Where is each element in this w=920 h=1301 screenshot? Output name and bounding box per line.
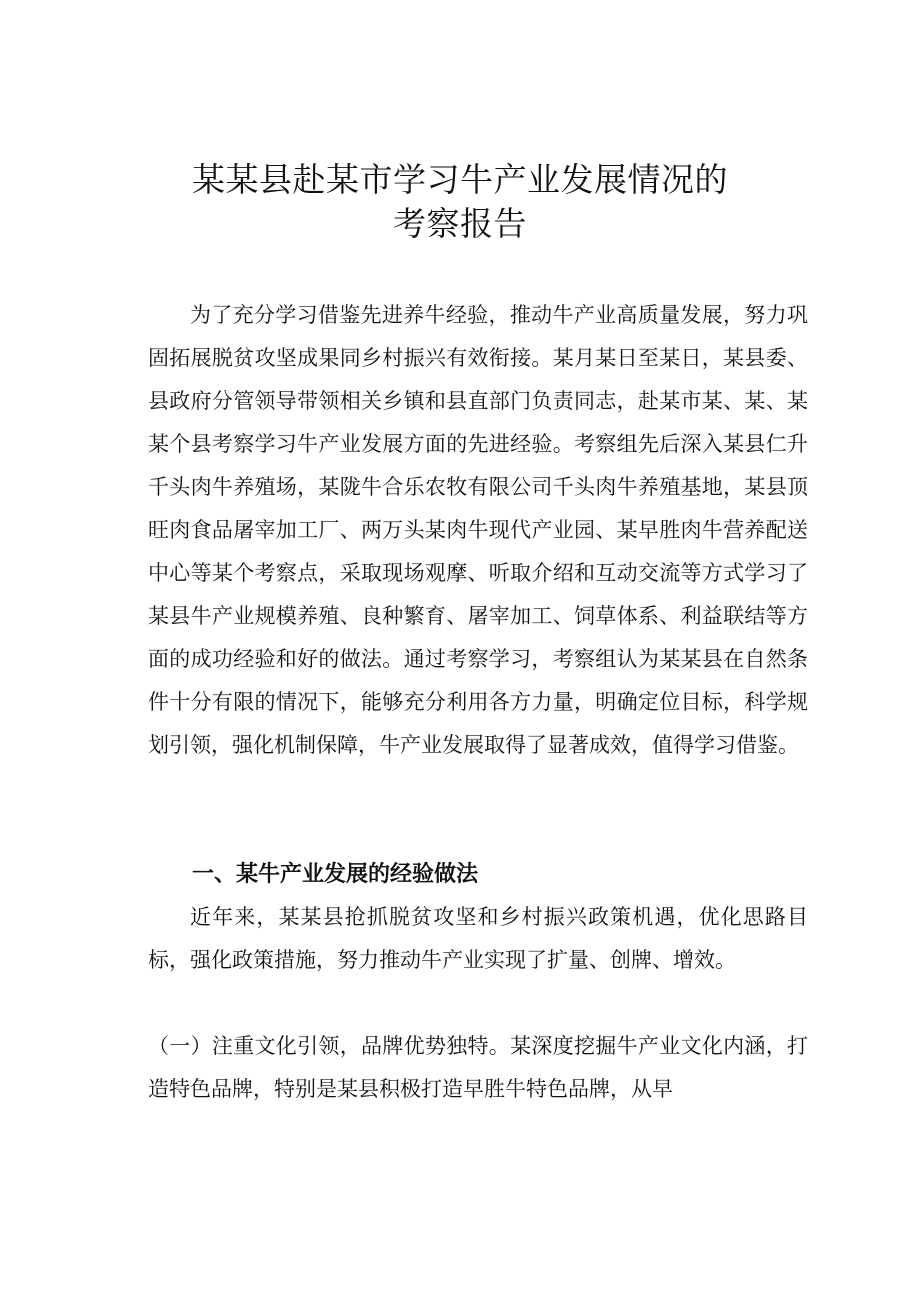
paragraph-intro: 为了充分学习借鉴先进养牛经验，推动牛产业高质量发展，努力巩固拓展脱贫攻坚成果同乡村振兴有效衔接。某月某日至某日，某县委、县政府分管领导带领相关乡镇和县直部门负责同志，赴某市某、某、某某个县考察学习牛产业发展方面的先进经验。考察组先后深入某县仁升千头肉牛养殖场，某陇牛合乐农牧有限公司千头肉牛养殖基地，某县顶旺肉食品屠宰加工厂、两万头某肉牛现代产业园、某早胜肉牛营养配送中心等某个考察点，采取现场观摩、听取介绍和互动交流等方式学习了某县牛产业规模养殖、良种繁育、屠宰加工、饲草体系、利益联结等方面的成功经验和好的做法。通过考察学习，考察组认为某某县在自然条件十分有限的情况下，能够充分利用各方力量，明确定位目标，科学规划引领，强化机制保障，牛产业发展取得了显著成效，值得学习借鉴。 (148, 303, 808, 757)
document-title-line-1: 某某县赴某市学习牛产业发展情况的 (192, 160, 728, 199)
paragraph-subsection-1: （一）注重文化引领，品牌优势独特。某深度挖掘牛产业文化内涵，打造特色品牌，特别是某县积极打造早胜牛特色品牌，从早 (148, 1034, 808, 1101)
paragraph-section-1-intro: 近年来，某某县抢抓脱贫攻坚和乡村振兴政策机遇，优化思路目标，强化政策措施，努力推动牛产业实现了扩量、创牌、增效。 (148, 905, 808, 972)
section-heading-1: 一、某牛产业发展的经验做法 (192, 862, 479, 887)
document-title-line-2: 考察报告 (393, 204, 527, 243)
